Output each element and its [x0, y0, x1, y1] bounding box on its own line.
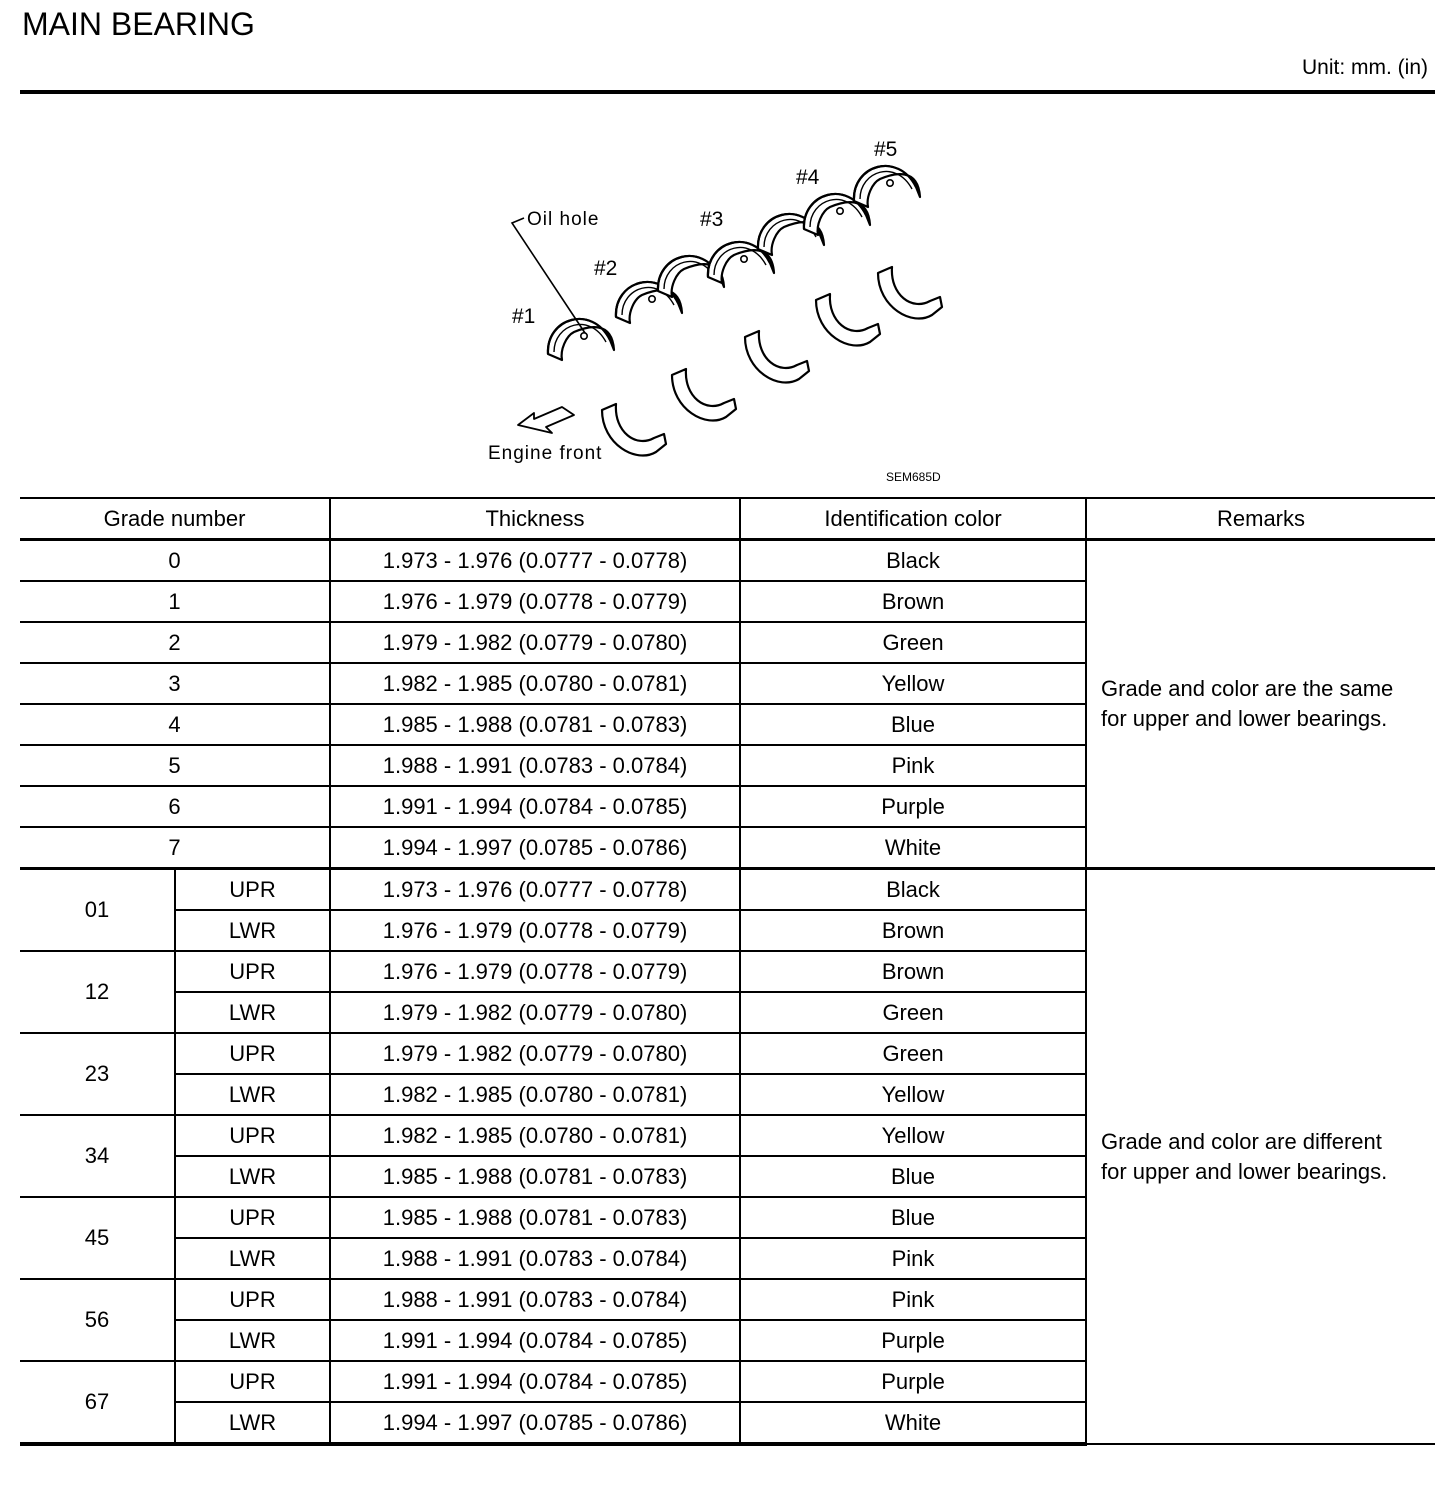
- bearing-label-5: #5: [874, 138, 898, 161]
- color-cell: Brown: [740, 581, 1086, 622]
- pair-grade-cell: 45: [20, 1197, 175, 1279]
- color-cell: Brown: [740, 910, 1086, 951]
- thickness-cell: 1.988 - 1.991 (0.0783 - 0.0784): [330, 1279, 740, 1320]
- position-cell: LWR: [175, 992, 330, 1033]
- unit-label: Unit: mm. (in): [1302, 56, 1428, 79]
- grade-cell: 0: [20, 540, 330, 582]
- grade-cell: 7: [20, 827, 330, 869]
- thickness-cell: 1.988 - 1.991 (0.0783 - 0.0784): [330, 745, 740, 786]
- position-cell: UPR: [175, 869, 330, 911]
- remarks-line: for upper and lower bearings.: [1101, 706, 1388, 731]
- color-cell: White: [740, 1402, 1086, 1444]
- remarks-line: Grade and color are the same: [1101, 676, 1394, 701]
- position-cell: LWR: [175, 1156, 330, 1197]
- upper-shell-1: [548, 319, 614, 360]
- pair-grade-cell: 01: [20, 869, 175, 952]
- header-grade: Grade number: [20, 498, 330, 540]
- remarks-line: Grade and color are different: [1101, 1128, 1382, 1154]
- pair-grade-cell: 34: [20, 1115, 175, 1197]
- lower-shell-3: [745, 331, 809, 383]
- pair-grade-cell: 56: [20, 1279, 175, 1361]
- position-cell: LWR: [175, 1402, 330, 1444]
- thickness-cell: 1.988 - 1.991 (0.0783 - 0.0784): [330, 1238, 740, 1279]
- header-thickness: Thickness: [330, 498, 740, 540]
- title-divider: [20, 90, 1435, 94]
- header-remarks: Remarks: [1086, 498, 1435, 540]
- color-cell: Green: [740, 622, 1086, 663]
- thickness-cell: 1.982 - 1.985 (0.0780 - 0.0781): [330, 1115, 740, 1156]
- lower-shell-1: [602, 404, 666, 456]
- position-cell: UPR: [175, 1279, 330, 1320]
- table-header-row: [20, 498, 1435, 540]
- bearing-label-2: #2: [594, 257, 618, 280]
- remarks-line: for upper and lower bearings.: [1101, 1158, 1388, 1184]
- color-cell: Yellow: [740, 1074, 1086, 1115]
- color-cell: Brown: [740, 951, 1086, 992]
- thickness-cell: 1.982 - 1.985 (0.0780 - 0.0781): [330, 663, 740, 704]
- color-cell: Yellow: [740, 663, 1086, 704]
- thickness-cell: 1.973 - 1.976 (0.0777 - 0.0778): [330, 540, 740, 582]
- thickness-cell: 1.994 - 1.997 (0.0785 - 0.0786): [330, 1402, 740, 1444]
- position-cell: UPR: [175, 1033, 330, 1074]
- thickness-cell: 1.973 - 1.976 (0.0777 - 0.0778): [330, 869, 740, 911]
- grade-cell: 4: [20, 704, 330, 745]
- thickness-cell: 1.994 - 1.997 (0.0785 - 0.0786): [330, 827, 740, 869]
- bearing-label-4: #4: [796, 166, 820, 189]
- color-cell: Pink: [740, 1279, 1086, 1320]
- thickness-cell: 1.985 - 1.988 (0.0781 - 0.0783): [330, 704, 740, 745]
- bearing-label-3: #3: [700, 208, 724, 231]
- color-cell: Purple: [740, 1320, 1086, 1361]
- grade-cell: 6: [20, 786, 330, 827]
- thickness-cell: 1.985 - 1.988 (0.0781 - 0.0783): [330, 1197, 740, 1238]
- color-cell: Pink: [740, 1238, 1086, 1279]
- position-cell: UPR: [175, 1115, 330, 1156]
- thickness-cell: 1.991 - 1.994 (0.0784 - 0.0785): [330, 786, 740, 827]
- color-cell: Yellow: [740, 1115, 1086, 1156]
- color-cell: Blue: [740, 1197, 1086, 1238]
- color-cell: Black: [740, 540, 1086, 582]
- color-cell: Blue: [740, 704, 1086, 745]
- lower-shell-5: [878, 267, 942, 319]
- color-cell: Purple: [740, 1361, 1086, 1402]
- position-cell: UPR: [175, 951, 330, 992]
- position-cell: LWR: [175, 1320, 330, 1361]
- figure-code: SEM685D: [886, 470, 941, 484]
- grade-cell: 3: [20, 663, 330, 704]
- bearing-diagram: [0, 95, 1456, 495]
- pair-grade-cell: 23: [20, 1033, 175, 1115]
- position-cell: LWR: [175, 1074, 330, 1115]
- color-cell: White: [740, 827, 1086, 869]
- thickness-cell: 1.976 - 1.979 (0.0778 - 0.0779): [330, 581, 740, 622]
- main-bearing-table: [20, 497, 1435, 1446]
- position-cell: LWR: [175, 910, 330, 951]
- thickness-cell: 1.985 - 1.988 (0.0781 - 0.0783): [330, 1156, 740, 1197]
- lower-shell-2: [672, 369, 736, 421]
- thickness-cell: 1.991 - 1.994 (0.0784 - 0.0785): [330, 1320, 740, 1361]
- grade-cell: 5: [20, 745, 330, 786]
- color-cell: Purple: [740, 786, 1086, 827]
- color-cell: Green: [740, 992, 1086, 1033]
- position-cell: UPR: [175, 1361, 330, 1402]
- remarks-same: [1086, 540, 1435, 869]
- color-cell: Green: [740, 1033, 1086, 1074]
- color-cell: Blue: [740, 1156, 1086, 1197]
- remarks-different: [1086, 869, 1435, 1445]
- lower-shell-4: [816, 294, 880, 346]
- thickness-cell: 1.982 - 1.985 (0.0780 - 0.0781): [330, 1074, 740, 1115]
- thickness-cell: 1.979 - 1.982 (0.0779 - 0.0780): [330, 1033, 740, 1074]
- thickness-cell: 1.976 - 1.979 (0.0778 - 0.0779): [330, 910, 740, 951]
- position-cell: LWR: [175, 1238, 330, 1279]
- thickness-cell: 1.979 - 1.982 (0.0779 - 0.0780): [330, 992, 740, 1033]
- page-title: MAIN BEARING: [22, 6, 255, 42]
- engine-front-arrow-icon: [518, 407, 574, 433]
- oil-hole-label: Oil hole: [527, 209, 600, 230]
- table-row: [20, 540, 1435, 582]
- thickness-cell: 1.976 - 1.979 (0.0778 - 0.0779): [330, 951, 740, 992]
- thickness-cell: 1.979 - 1.982 (0.0779 - 0.0780): [330, 622, 740, 663]
- pair-grade-cell: 67: [20, 1361, 175, 1444]
- grade-cell: 2: [20, 622, 330, 663]
- color-cell: Black: [740, 869, 1086, 911]
- thickness-cell: 1.991 - 1.994 (0.0784 - 0.0785): [330, 1361, 740, 1402]
- engine-front-label: Engine front: [488, 443, 603, 464]
- position-cell: UPR: [175, 1197, 330, 1238]
- color-cell: Pink: [740, 745, 1086, 786]
- header-color: Identification color: [740, 498, 1086, 540]
- pair-grade-cell: 12: [20, 951, 175, 1033]
- bearing-label-1: #1: [512, 305, 536, 328]
- upper-shell-5: [854, 166, 920, 207]
- table-row: [20, 869, 1435, 911]
- grade-cell: 1: [20, 581, 330, 622]
